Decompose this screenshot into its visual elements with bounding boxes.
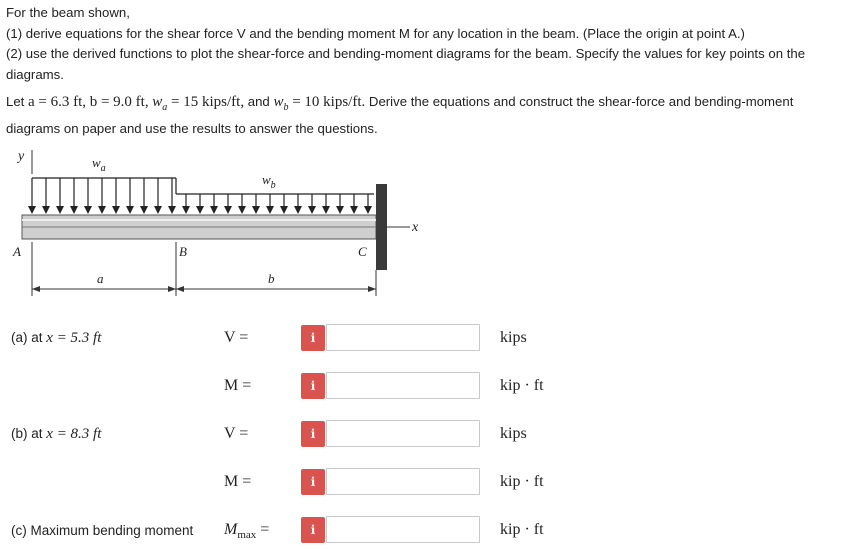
- unit-b-moment: kip · ft: [500, 473, 544, 490]
- load-wb: [176, 194, 374, 212]
- unit-a-moment: kip · ft: [500, 377, 544, 394]
- wb-label: $w_b$: [262, 172, 276, 191]
- problem-statement: [6, 3, 842, 85]
- answer-input-a-moment[interactable]: [326, 372, 480, 399]
- step-1-text: (1) derive equations for the shear force V and the bending moment M for any location in the beam. (Place the origin at point A.): [6, 25, 745, 41]
- dimension-a-label: a: [97, 271, 104, 286]
- info-icon[interactable]: i: [301, 325, 325, 351]
- answer-input-b-shear[interactable]: [326, 420, 480, 447]
- given-and: and: [247, 94, 270, 109]
- dimension-b-label: b: [268, 271, 275, 286]
- intro-line: For the beam shown,: [6, 5, 130, 20]
- instruction-text: Derive the equations and construct the shear-force and bending-moment diagrams on paper and use the results to answer the questions.: [6, 94, 794, 136]
- answer-input-a-shear[interactable]: [326, 324, 480, 351]
- load-wb-arrowheads: [182, 206, 372, 214]
- wa-label: $w_a$: [92, 155, 106, 174]
- answer-input-b-moment[interactable]: [326, 468, 480, 495]
- unit-max-moment: kip · ft: [500, 521, 544, 538]
- unit-b-shear: kips: [500, 425, 527, 442]
- y-axis-label: y: [18, 149, 25, 164]
- x-axis-label: x: [412, 220, 419, 235]
- unit-a-shear: kips: [500, 329, 527, 346]
- given-parameters: [6, 92, 842, 139]
- info-icon[interactable]: i: [301, 517, 325, 543]
- variable-v-b: V =: [224, 425, 249, 442]
- point-b-label: B: [179, 244, 187, 259]
- dim-arrow-right: [368, 286, 376, 292]
- question-b-label: (b) at x = 8.3 ft: [11, 426, 102, 442]
- given-a: a = 6.3 ft,: [28, 94, 87, 110]
- variable-m-max: $M_{max}$ =: [224, 521, 270, 542]
- dim-arrow-b-left: [168, 286, 176, 292]
- answer-input-max-moment[interactable]: [326, 516, 480, 543]
- beam-diagram: [0, 146, 440, 296]
- step-2-text: (2) use the derived functions to plot the shear-force and bending-moment diagrams for the beam. Specify the values for key points on the diagrams.: [6, 46, 806, 82]
- load-wa-arrowheads: [28, 206, 176, 214]
- info-icon[interactable]: i: [301, 469, 325, 495]
- info-icon[interactable]: i: [301, 373, 325, 399]
- given-prefix: Let: [6, 94, 25, 109]
- variable-v-a: V =: [224, 329, 249, 346]
- given-b: b = 9.0 ft,: [89, 94, 149, 110]
- variable-m-a: M =: [224, 377, 252, 394]
- dim-arrow-b-right: [176, 286, 184, 292]
- question-c-label: (c) Maximum bending moment: [11, 523, 194, 538]
- question-a-label: (a) at x = 5.3 ft: [11, 330, 102, 346]
- dim-arrow-left: [32, 286, 40, 292]
- fixed-wall-support: [376, 184, 387, 270]
- variable-m-b: M =: [224, 473, 252, 490]
- point-a-label: A: [13, 244, 21, 259]
- info-icon[interactable]: i: [301, 421, 325, 447]
- given-wa: $w_a = 15$ kips/ft,: [152, 94, 245, 113]
- given-wb: $w_b = 10$ kips/ft.: [273, 94, 366, 113]
- point-c-label: C: [358, 244, 367, 259]
